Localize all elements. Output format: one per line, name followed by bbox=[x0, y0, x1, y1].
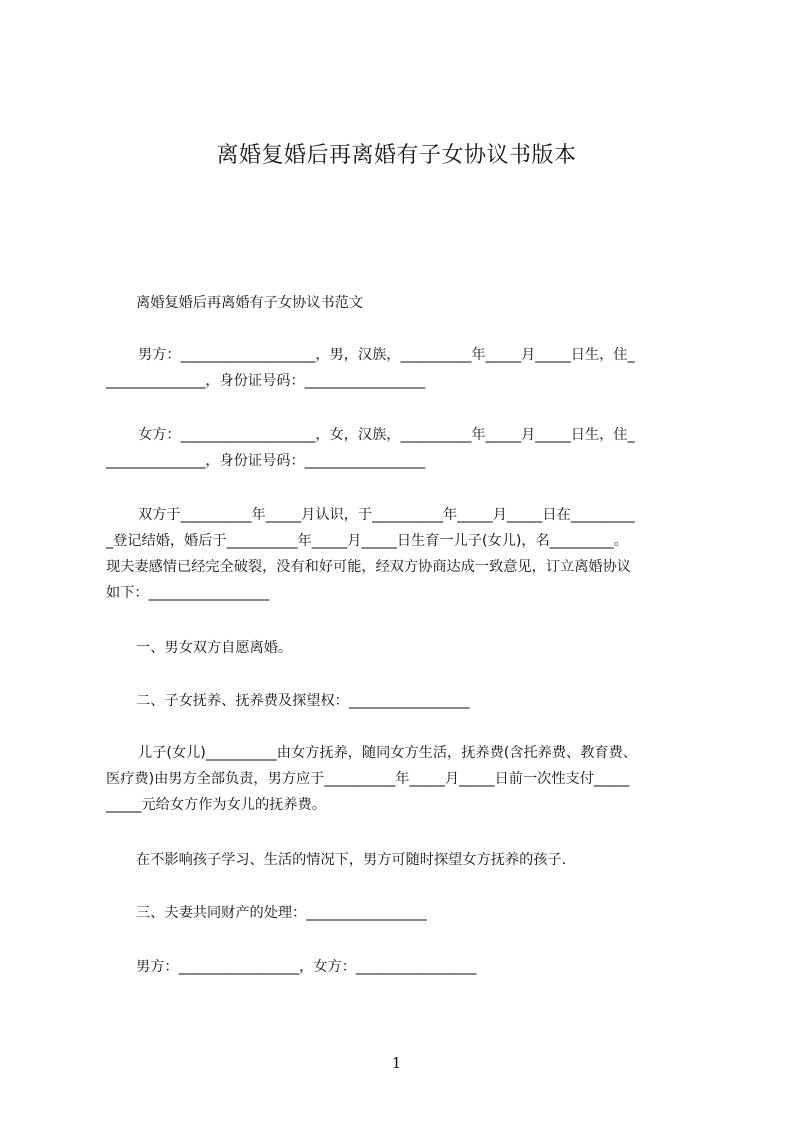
page-number: 1 bbox=[391, 1054, 402, 1072]
subtitle bbox=[106, 290, 702, 316]
clause-2 bbox=[106, 688, 702, 714]
property-paragraph bbox=[106, 954, 702, 980]
acquaintance-line-1: 双方于__________年_____月认识，于__________年_____月_____日在_________ bbox=[138, 507, 635, 523]
acquaintance-line-4: 如下：_________________ bbox=[106, 585, 270, 601]
custody-line-3: _____元给女方作为女儿的抚养费。 bbox=[106, 797, 326, 813]
property-text: 男方：_________________，女方：_________________ bbox=[136, 959, 477, 975]
visitation-text: 在不影响孩子学习、生活的情况下，男方可随时探望女方抚养的孩子. bbox=[136, 852, 567, 868]
man-info-line-1: 男方：___________________，男，汉族，__________年_____月_____日生，住_ bbox=[138, 347, 635, 363]
clause-3-text: 三、夫妻共同财产的处理：_________________ bbox=[136, 905, 427, 921]
custody-line-1: 儿子(女儿)__________由女方抚养，随同女方生活，抚养费(含托养费、教育费、 bbox=[138, 745, 637, 761]
man-info-line-2: ______________，身份证号码：_________________ bbox=[106, 373, 426, 389]
woman-info-line-2: ______________，身份证号码：_________________ bbox=[106, 453, 426, 469]
acquaintance-line-3: 现夫妻感情已经完全破裂，没有和好可能，经双方协商达成一致意见，订立离婚协议 bbox=[106, 559, 631, 575]
acquaintance-paragraph bbox=[106, 502, 702, 606]
custody-paragraph bbox=[106, 740, 702, 818]
man-info-paragraph bbox=[106, 342, 702, 394]
visitation-paragraph bbox=[106, 847, 702, 873]
custody-line-2: 医疗费)由男方全部负责，男方应于__________年_____月_____日前一次性支付_____ bbox=[106, 771, 630, 787]
acquaintance-line-2: _登记结婚，婚后于__________年_____月_____日生育一儿子(女儿)，名_________。 bbox=[106, 533, 628, 549]
page-title: 离婚复婚后再离婚有子女协议书版本 bbox=[216, 143, 577, 168]
woman-info-paragraph bbox=[106, 422, 702, 474]
clause-1-text: 一、男女双方自愿离婚。 bbox=[136, 640, 293, 656]
clause-3 bbox=[106, 900, 702, 926]
clause-2-text: 二、子女抚养、抚养费及探望权：_________________ bbox=[136, 693, 470, 709]
subtitle-text: 离婚复婚后再离婚有子女协议书范文 bbox=[136, 295, 364, 311]
woman-info-line-1: 女方：___________________，女，汉族，__________年_____月_____日生，住_ bbox=[138, 427, 635, 443]
clause-1 bbox=[106, 635, 702, 661]
